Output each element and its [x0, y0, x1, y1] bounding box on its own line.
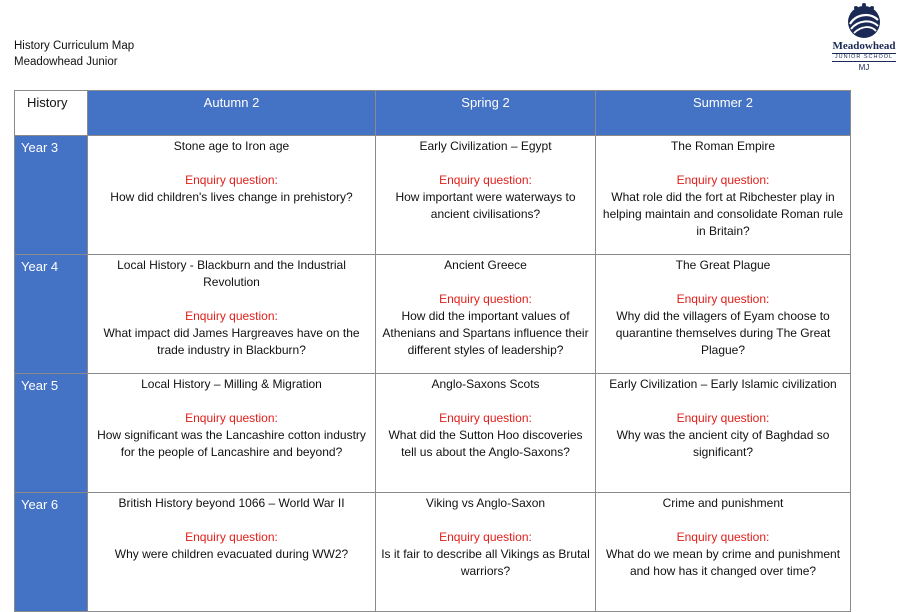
corner-header: History [15, 91, 88, 136]
topic-title: Local History - Blackburn and the Industrial Revolution [117, 258, 346, 289]
enquiry-question: What role did the fort at Ribchester play in helping maintain and consolidate Roman rule in Britain? [602, 190, 844, 238]
school-logo [826, 2, 902, 76]
title-line-2: Meadowhead Junior [14, 56, 118, 68]
enquiry-question: How did the important values of Athenians and Spartans influence their different styles of leadership? [382, 309, 589, 357]
column-header-spring: Spring 2 [376, 91, 596, 136]
topic-cell [376, 136, 595, 223]
topic-cell [376, 374, 595, 461]
curriculum-table [14, 90, 851, 612]
enquiry-question: Why was the ancient city of Baghdad so significant? [616, 428, 830, 459]
topic-title: Ancient Greece [444, 258, 527, 272]
topic-title: Early Civilization – Early Islamic civilization [609, 377, 837, 391]
enquiry-question: How significant was the Lancashire cotton industry for the people of Lancashire and beyond? [97, 428, 366, 459]
topic-title: The Great Plague [675, 258, 771, 272]
header-row [15, 91, 851, 136]
year-label: Year 4 [15, 255, 88, 374]
enquiry-label: Enquiry question: [676, 173, 770, 187]
year-label: Year 5 [15, 374, 88, 493]
enquiry-label: Enquiry question: [185, 411, 278, 425]
topic-cell [596, 136, 850, 240]
enquiry-question: What do we mean by crime and punishment and how has it changed over time? [605, 547, 841, 578]
logo-subtitle: JUNIOR SCHOOL [832, 53, 896, 62]
enquiry-question: How did children's lives change in prehistory? [110, 190, 353, 204]
logo-crest: MJ [858, 63, 870, 72]
title-line-1: History Curriculum Map [14, 40, 135, 52]
table-row [15, 255, 851, 374]
enquiry-label: Enquiry question: [185, 530, 278, 544]
topic-cell [376, 255, 595, 359]
enquiry-label: Enquiry question: [439, 530, 532, 544]
topic-cell [88, 374, 375, 461]
enquiry-label: Enquiry question: [676, 411, 770, 425]
topic-cell [596, 374, 850, 461]
topic-title: Early Civilization – Egypt [419, 139, 552, 153]
enquiry-label: Enquiry question: [676, 292, 770, 306]
topic-cell [376, 493, 595, 580]
table-row [15, 493, 851, 612]
topic-cell [88, 255, 375, 359]
enquiry-question: Why did the villagers of Eyam choose to quarantine themselves during The Great Plague? [615, 309, 831, 357]
enquiry-label: Enquiry question: [185, 173, 278, 187]
topic-title: Local History – Milling & Migration [141, 377, 322, 391]
enquiry-question: What did the Sutton Hoo discoveries tell us about the Anglo-Saxons? [388, 428, 583, 459]
logo-name: Meadowhead [832, 40, 896, 52]
topic-cell [596, 255, 850, 359]
topic-title: Anglo-Saxons Scots [431, 377, 540, 391]
topic-title: Viking vs Anglo-Saxon [425, 496, 546, 510]
enquiry-label: Enquiry question: [185, 309, 278, 323]
year-label: Year 6 [15, 493, 88, 612]
topic-cell [596, 493, 850, 580]
topic-title: The Roman Empire [670, 139, 776, 153]
swirl-emblem-icon [844, 2, 884, 40]
enquiry-label: Enquiry question: [676, 530, 770, 544]
document-title [14, 38, 134, 70]
table-row [15, 374, 851, 493]
enquiry-question: What impact did James Hargreaves have on the trade industry in Blackburn? [103, 326, 360, 357]
topic-title: Stone age to Iron age [173, 139, 290, 153]
enquiry-label: Enquiry question: [439, 292, 532, 306]
enquiry-label: Enquiry question: [439, 173, 532, 187]
table-row [15, 136, 851, 255]
year-label: Year 3 [15, 136, 88, 255]
topic-title: British History beyond 1066 – World War II [118, 496, 345, 510]
topic-cell [88, 493, 375, 563]
column-header-autumn: Autumn 2 [88, 91, 376, 136]
enquiry-question: Why were children evacuated during WW2? [114, 547, 349, 561]
topic-title: Crime and punishment [662, 496, 784, 510]
enquiry-label: Enquiry question: [439, 411, 532, 425]
enquiry-question: Is it fair to describe all Vikings as Brutal warriors? [381, 547, 590, 578]
enquiry-question: How important were waterways to ancient civilisations? [395, 190, 576, 221]
column-header-summer: Summer 2 [596, 91, 851, 136]
topic-cell [88, 136, 375, 206]
